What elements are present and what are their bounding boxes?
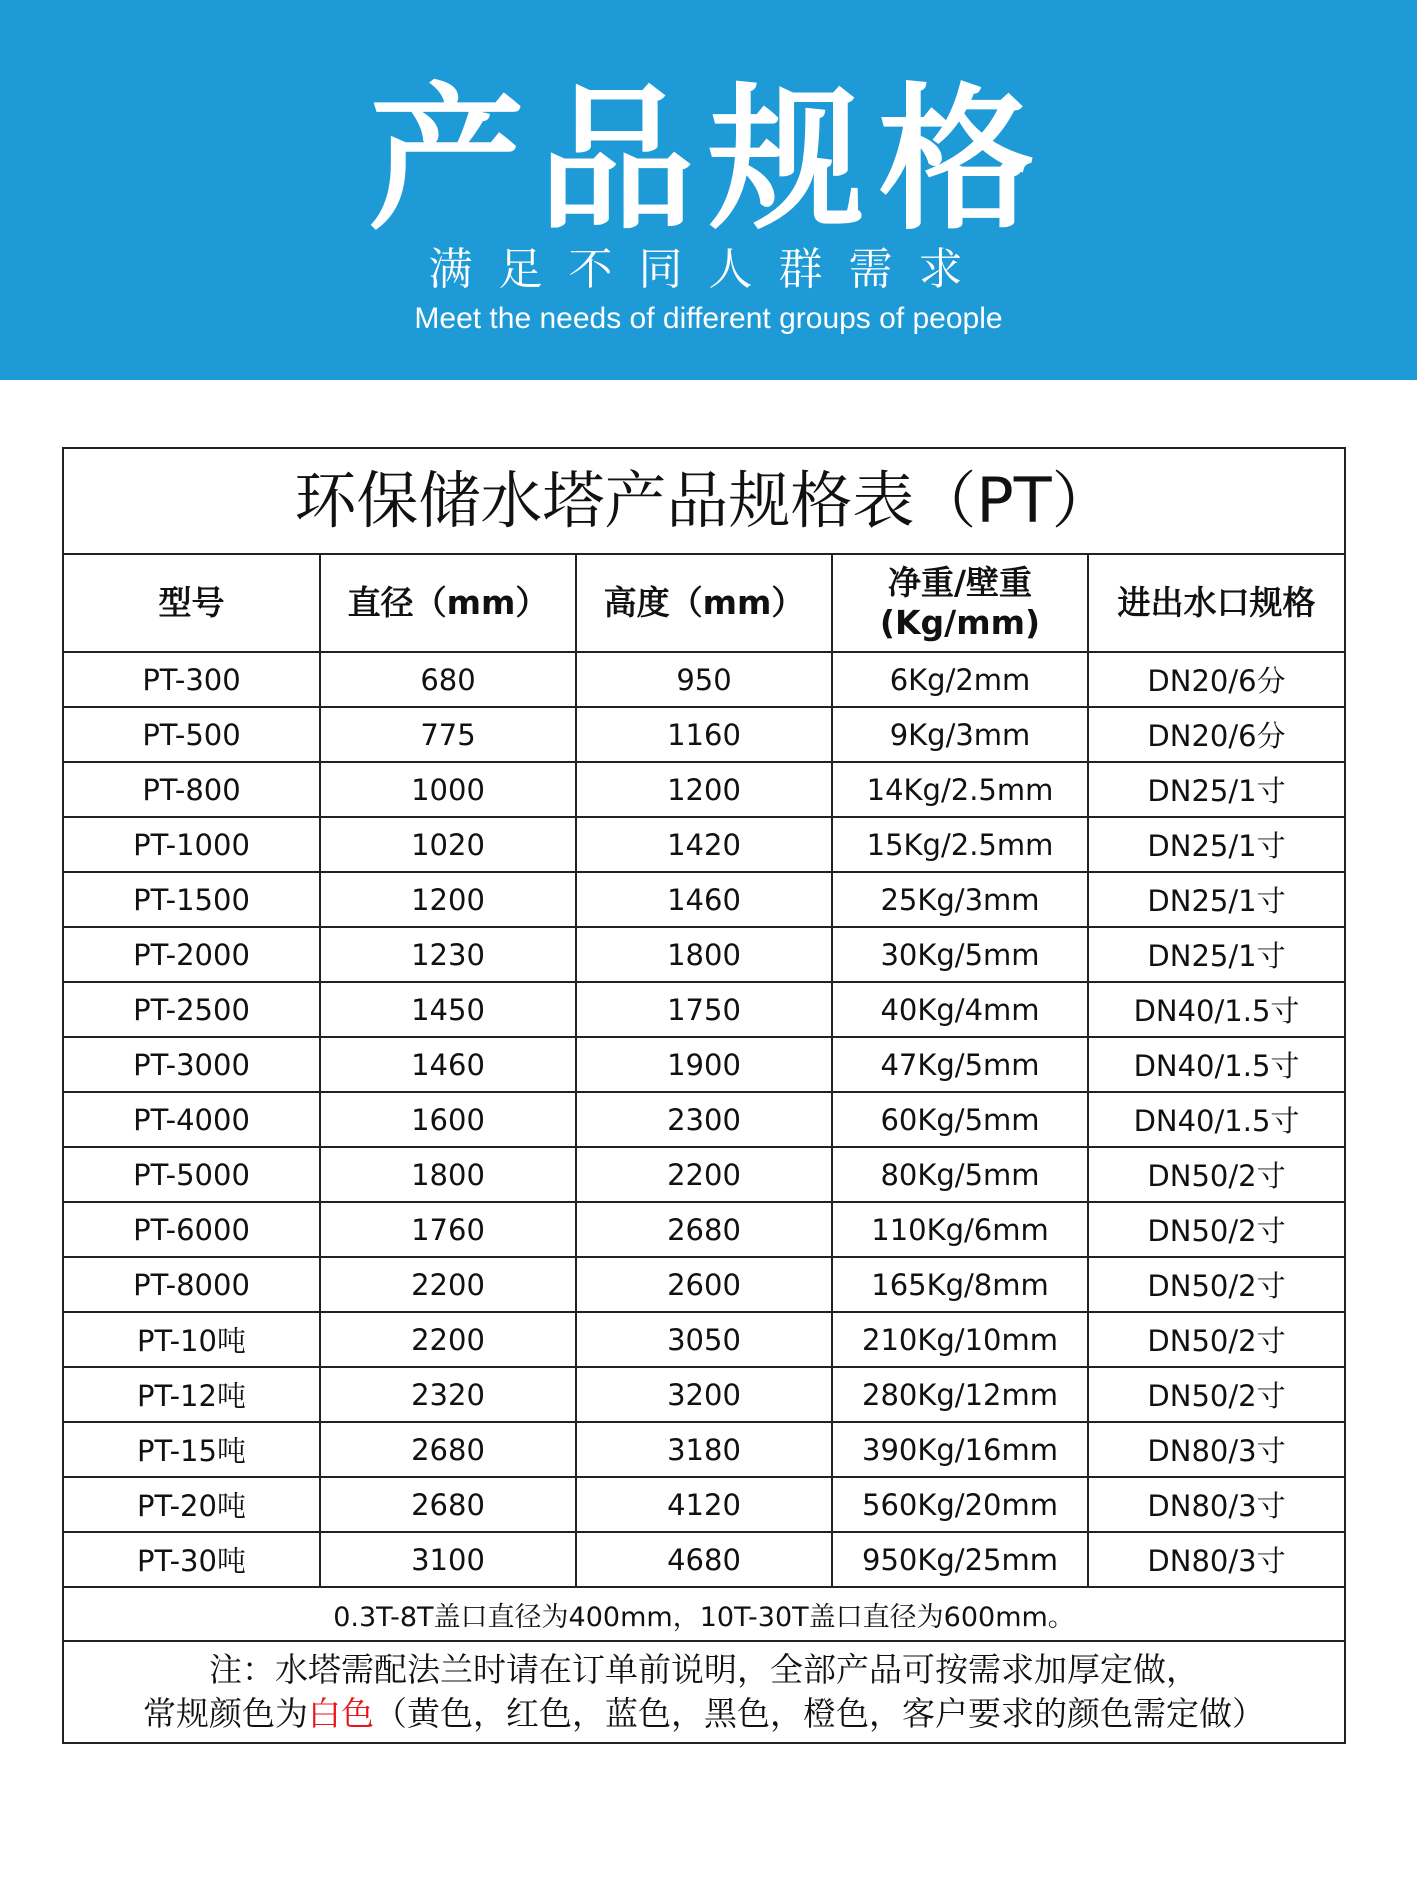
cell-port: DN25/1寸 xyxy=(1088,817,1344,872)
spec-table-header-row xyxy=(64,555,1344,652)
cell-diameter: 1020 xyxy=(320,817,576,872)
cell-diameter: 1760 xyxy=(320,1202,576,1257)
cell-model: PT-5000 xyxy=(64,1147,320,1202)
table-row xyxy=(64,1092,1344,1147)
spec-table-container xyxy=(62,447,1346,1744)
table-row xyxy=(64,1477,1344,1532)
cell-port: DN40/1.5寸 xyxy=(1088,1037,1344,1092)
cell-height: 3200 xyxy=(576,1367,832,1422)
cell-weight: 390Kg/16mm xyxy=(832,1422,1088,1477)
cell-weight: 950Kg/25mm xyxy=(832,1532,1088,1587)
cell-diameter: 1200 xyxy=(320,872,576,927)
cell-height: 1420 xyxy=(576,817,832,872)
cell-weight: 9Kg/3mm xyxy=(832,707,1088,762)
cell-height: 4680 xyxy=(576,1532,832,1587)
cell-model: PT-3000 xyxy=(64,1037,320,1092)
table-row xyxy=(64,1147,1344,1202)
table-row xyxy=(64,1257,1344,1312)
remark-line2-prefix: 常规颜色为 xyxy=(143,1694,308,1733)
cell-height: 3180 xyxy=(576,1422,832,1477)
header-height: 高度（mm） xyxy=(576,555,832,652)
cell-weight: 47Kg/5mm xyxy=(832,1037,1088,1092)
cell-height: 1460 xyxy=(576,872,832,927)
remark-line2-suffix: （黄色，红色，蓝色，黑色，橙色，客户要求的颜色需定做） xyxy=(374,1694,1265,1733)
cell-model: PT-12吨 xyxy=(64,1367,320,1422)
remark-highlight-white: 白色 xyxy=(308,1694,374,1733)
cell-height: 2600 xyxy=(576,1257,832,1312)
table-row xyxy=(64,1422,1344,1477)
cell-weight: 6Kg/2mm xyxy=(832,652,1088,707)
cell-port: DN80/3寸 xyxy=(1088,1422,1344,1477)
cell-height: 1200 xyxy=(576,762,832,817)
table-row xyxy=(64,982,1344,1037)
cell-port: DN25/1寸 xyxy=(1088,872,1344,927)
cell-port: DN50/2寸 xyxy=(1088,1312,1344,1367)
header-weight xyxy=(832,555,1088,652)
cell-port: DN50/2寸 xyxy=(1088,1367,1344,1422)
cell-model: PT-500 xyxy=(64,707,320,762)
cell-height: 950 xyxy=(576,652,832,707)
lid-note-row xyxy=(64,1587,1344,1641)
cell-height: 1800 xyxy=(576,927,832,982)
remark-row xyxy=(64,1641,1344,1742)
cell-diameter: 2320 xyxy=(320,1367,576,1422)
cell-weight: 560Kg/20mm xyxy=(832,1477,1088,1532)
cell-port: DN80/3寸 xyxy=(1088,1477,1344,1532)
cell-model: PT-8000 xyxy=(64,1257,320,1312)
table-row xyxy=(64,762,1344,817)
table-row xyxy=(64,872,1344,927)
cell-height: 1160 xyxy=(576,707,832,762)
cell-port: DN25/1寸 xyxy=(1088,762,1344,817)
cell-height: 3050 xyxy=(576,1312,832,1367)
cell-port: DN50/2寸 xyxy=(1088,1257,1344,1312)
cell-port: DN20/6分 xyxy=(1088,652,1344,707)
cell-weight: 14Kg/2.5mm xyxy=(832,762,1088,817)
cell-model: PT-300 xyxy=(64,652,320,707)
cell-port: DN50/2寸 xyxy=(1088,1202,1344,1257)
cell-diameter: 1450 xyxy=(320,982,576,1037)
cell-diameter: 3100 xyxy=(320,1532,576,1587)
cell-weight: 210Kg/10mm xyxy=(832,1312,1088,1367)
cell-model: PT-15吨 xyxy=(64,1422,320,1477)
table-row xyxy=(64,1532,1344,1587)
cell-diameter: 775 xyxy=(320,707,576,762)
table-row xyxy=(64,1037,1344,1092)
cell-model: PT-20吨 xyxy=(64,1477,320,1532)
cell-height: 2300 xyxy=(576,1092,832,1147)
cell-height: 2200 xyxy=(576,1147,832,1202)
spec-table-body xyxy=(64,652,1344,1587)
cell-port: DN20/6分 xyxy=(1088,707,1344,762)
cell-weight: 15Kg/2.5mm xyxy=(832,817,1088,872)
cell-diameter: 680 xyxy=(320,652,576,707)
cell-diameter: 2200 xyxy=(320,1257,576,1312)
cell-port: DN25/1寸 xyxy=(1088,927,1344,982)
remark-line1: 注：水塔需配法兰时请在订单前说明，全部产品可按需求加厚定做， xyxy=(209,1650,1199,1689)
cell-diameter: 2680 xyxy=(320,1422,576,1477)
cell-weight: 280Kg/12mm xyxy=(832,1367,1088,1422)
header-weight-line1: 净重/壁重 xyxy=(887,563,1033,602)
cell-weight: 40Kg/4mm xyxy=(832,982,1088,1037)
cell-weight: 60Kg/5mm xyxy=(832,1092,1088,1147)
cell-diameter: 1230 xyxy=(320,927,576,982)
cell-height: 2680 xyxy=(576,1202,832,1257)
cell-diameter: 2680 xyxy=(320,1477,576,1532)
cell-weight: 80Kg/5mm xyxy=(832,1147,1088,1202)
cell-weight: 165Kg/8mm xyxy=(832,1257,1088,1312)
header-diameter: 直径（mm） xyxy=(320,555,576,652)
cell-model: PT-6000 xyxy=(64,1202,320,1257)
table-row xyxy=(64,652,1344,707)
cell-diameter: 1800 xyxy=(320,1147,576,1202)
cell-model: PT-800 xyxy=(64,762,320,817)
table-row xyxy=(64,1312,1344,1367)
cell-model: PT-30吨 xyxy=(64,1532,320,1587)
cell-model: PT-10吨 xyxy=(64,1312,320,1367)
cell-model: PT-4000 xyxy=(64,1092,320,1147)
cell-diameter: 2200 xyxy=(320,1312,576,1367)
remark-note xyxy=(64,1641,1344,1742)
cell-model: PT-1000 xyxy=(64,817,320,872)
cell-model: PT-2000 xyxy=(64,927,320,982)
cell-port: DN40/1.5寸 xyxy=(1088,982,1344,1037)
header-weight-line2: (Kg/mm) xyxy=(879,603,1041,642)
header-model: 型号 xyxy=(64,555,320,652)
header-port: 进出水口规格 xyxy=(1088,555,1344,652)
cell-height: 1900 xyxy=(576,1037,832,1092)
cell-weight: 110Kg/6mm xyxy=(832,1202,1088,1257)
cell-diameter: 1460 xyxy=(320,1037,576,1092)
table-row xyxy=(64,817,1344,872)
table-row xyxy=(64,927,1344,982)
page-subtitle: 满足不同人群需求 xyxy=(428,244,989,295)
page-title: 产品规格 xyxy=(368,69,1049,251)
cell-height: 1750 xyxy=(576,982,832,1037)
page-subtitle-english: Meet the needs of different groups of people xyxy=(414,302,1003,335)
spec-table-title: 环保储水塔产品规格表（PT） xyxy=(64,449,1344,555)
cell-port: DN80/3寸 xyxy=(1088,1532,1344,1587)
cell-diameter: 1000 xyxy=(320,762,576,817)
lid-note: 0.3T-8T盖口直径为400mm，10T-30T盖口直径为600mm。 xyxy=(64,1587,1344,1641)
cell-model: PT-1500 xyxy=(64,872,320,927)
spec-table xyxy=(64,555,1344,1742)
table-row xyxy=(64,707,1344,762)
cell-weight: 30Kg/5mm xyxy=(832,927,1088,982)
cell-height: 4120 xyxy=(576,1477,832,1532)
cell-port: DN50/2寸 xyxy=(1088,1147,1344,1202)
table-row xyxy=(64,1367,1344,1422)
cell-model: PT-2500 xyxy=(64,982,320,1037)
table-row xyxy=(64,1202,1344,1257)
cell-diameter: 1600 xyxy=(320,1092,576,1147)
cell-port: DN40/1.5寸 xyxy=(1088,1092,1344,1147)
header-banner xyxy=(0,0,1417,380)
cell-weight: 25Kg/3mm xyxy=(832,872,1088,927)
